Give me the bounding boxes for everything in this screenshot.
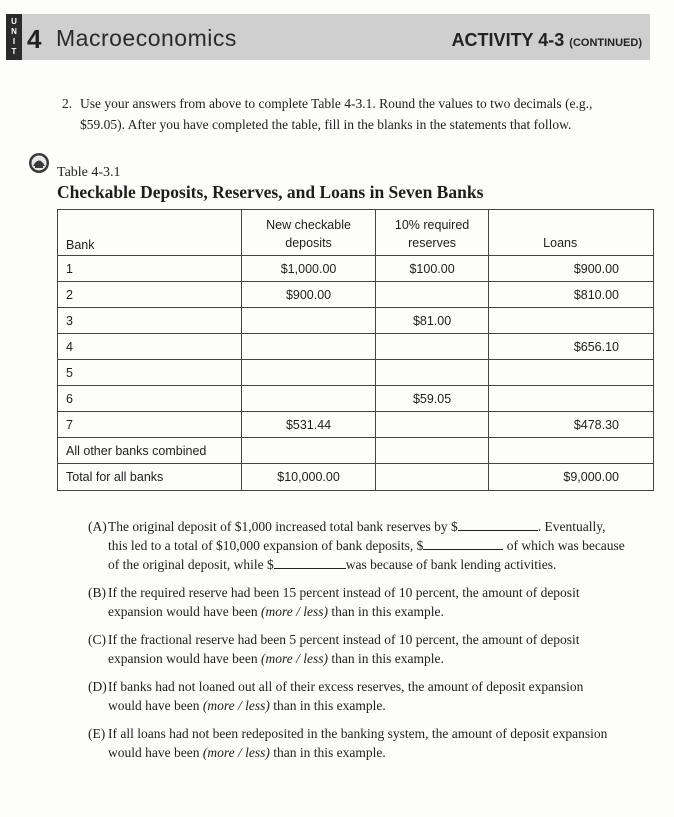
cell-loans [489,308,654,334]
statement-text: If banks had not loaned out all of their excess reserves, the amount of deposit expansion [108,679,584,694]
statement-text: . Eventually, [537,519,606,534]
header-deposits-line: New checkable [266,218,351,232]
cell-reserves [375,282,489,308]
header-deposits-line: deposits [285,236,332,250]
answer-blank[interactable] [458,518,538,531]
statement-text: than in this example. [327,651,444,666]
unit-tab [6,14,22,60]
statement-text: than in this example. [269,698,386,713]
cell-bank: 3 [58,308,242,334]
cell-deposits [242,360,375,386]
answer-choice[interactable]: (more / less) [202,698,270,713]
instruction-line: Use your answers from above to complete Table 4-3.1. Round the values to two decimals (e.g., [80,96,593,111]
unit-number: 4 [27,24,42,54]
activity-title [452,30,642,51]
statement-text: than in this example. [327,604,444,619]
table-label: Table 4-3.1 [57,165,121,180]
cell-bank: All other banks combined [58,438,242,464]
statements [88,517,660,771]
header-bank: Bank [58,210,242,256]
statement-text: would have been [108,745,203,760]
instruction [62,93,637,135]
statement-label: (D) [88,679,107,694]
unit-letter: N [11,27,17,36]
header-reserves [375,210,489,256]
cell-loans [489,360,654,386]
cell-reserves [375,334,489,360]
statement-text: of the original deposit, while $ [108,557,274,572]
cell-reserves: $59.05 [375,386,489,412]
statement-d [88,677,660,715]
header-deposits [242,210,375,256]
table-row [58,282,654,308]
cell-loans [489,438,654,464]
deposits-table [57,209,654,491]
table-row [58,360,654,386]
cell-reserves [375,438,489,464]
cell-bank: 4 [58,334,242,360]
statement-text: this led to a total of $10,000 expansion of bank deposits, $ [108,538,424,553]
statement-text: expansion would have been [108,604,261,619]
unit-letter: T [11,47,17,56]
table-row [58,308,654,334]
table-row [58,438,654,464]
table-header-row [58,210,654,256]
table-row [58,256,654,282]
answer-choice[interactable]: (more / less) [260,604,328,619]
instruction-line: $59.05). After you have completed the table, fill in the blanks in the statements that follow. [80,117,572,132]
statement-text: The original deposit of $1,000 increased total bank reserves by $ [108,519,458,534]
cell-bank: 2 [58,282,242,308]
statement-label: (E) [88,726,106,741]
answer-blank[interactable] [274,556,346,569]
unit-letter: I [12,37,16,46]
unit-title: Macroeconomics [56,25,237,51]
cell-bank: 6 [58,386,242,412]
cell-loans [489,386,654,412]
cell-deposits [242,334,375,360]
cell-deposits: $10,000.00 [242,464,375,491]
cell-bank: 7 [58,412,242,438]
table-total-row [58,464,654,491]
statement-text: would have been [108,698,203,713]
statement-text: was because of bank lending activities. [345,557,557,572]
cell-loans: $656.10 [489,334,654,360]
statement-label: (A) [88,519,107,534]
cell-loans: $810.00 [489,282,654,308]
statement-text: If the fractional reserve had been 5 percent instead of 10 percent, the amount of deposit [108,632,580,647]
table-row [58,334,654,360]
cell-deposits [242,438,375,464]
cell-deposits [242,386,375,412]
cell-deposits: $1,000.00 [242,256,375,282]
table-title: Checkable Deposits, Reserves, and Loans in Seven Banks [57,182,484,202]
statement-text: than in this example. [269,745,386,760]
cell-loans: $478.30 [489,412,654,438]
table-icon [28,152,50,174]
cell-loans: $9,000.00 [489,464,654,491]
cell-bank: 1 [58,256,242,282]
answer-choice[interactable]: (more / less) [260,651,328,666]
cell-loans: $900.00 [489,256,654,282]
cell-reserves [375,464,489,491]
statement-label: (B) [88,585,106,600]
answer-choice[interactable]: (more / less) [202,745,270,760]
cell-deposits: $531.44 [242,412,375,438]
cell-deposits: $900.00 [242,282,375,308]
cell-bank: Total for all banks [58,464,242,491]
activity-label: ACTIVITY 4-3 [451,30,565,50]
page-header [6,14,650,60]
instruction-number: 2. [62,96,73,111]
header-loans: Loans [489,210,654,256]
statement-c [88,630,660,668]
header-reserves-line: 10% required [394,218,470,232]
cell-deposits [242,308,375,334]
cell-reserves [375,360,489,386]
statement-text: of which was because [506,538,625,553]
table-row [58,386,654,412]
statement-text: expansion would have been [108,651,261,666]
table-row [58,412,654,438]
cell-reserves: $81.00 [375,308,489,334]
statement-label: (C) [88,632,106,647]
statement-e [88,724,660,762]
statement-a [88,517,660,574]
statement-b [88,583,660,621]
unit-letter: U [11,17,17,26]
cell-reserves: $100.00 [375,256,489,282]
continued-label: (CONTINUED) [569,37,642,49]
cell-reserves [375,412,489,438]
statement-text: If the required reserve had been 15 percent instead of 10 percent, the amount of deposit [108,585,580,600]
statement-text: If all loans had not been redeposited in the banking system, the amount of deposit expansion [108,726,608,741]
cell-bank: 5 [58,360,242,386]
answer-blank[interactable] [423,537,503,550]
header-reserves-line: reserves [408,236,457,250]
